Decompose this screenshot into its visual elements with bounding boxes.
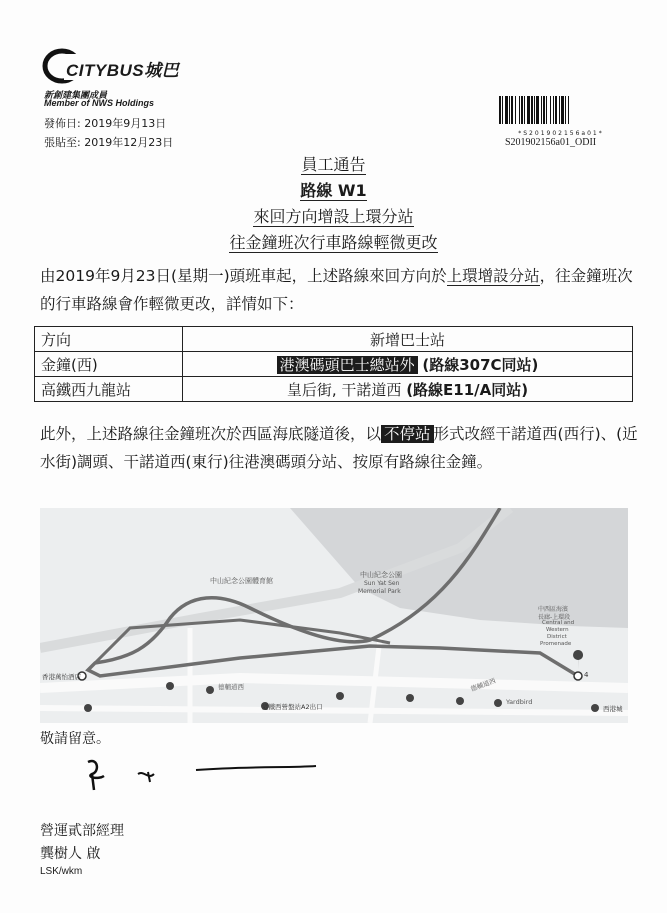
map-label-promenade-en1: Central and bbox=[542, 620, 575, 626]
barcode bbox=[497, 96, 625, 137]
map-label-xigang: 西港城 bbox=[603, 705, 623, 713]
row-direction: 金鐘(西) bbox=[35, 352, 183, 377]
barcode-bar bbox=[499, 96, 501, 124]
closing-regards: 敬請留意。 bbox=[40, 731, 110, 747]
issue-date: 發佈日: 2019年9月13日 bbox=[44, 117, 167, 130]
table-row bbox=[35, 377, 633, 402]
map-label-park-cn: 中山紀念公園 bbox=[360, 571, 402, 579]
signature-strokes bbox=[78, 752, 318, 792]
logo-wordmark: CITYBUS城巴 bbox=[66, 61, 180, 80]
barcode-bar bbox=[505, 96, 508, 124]
barcode-bar bbox=[534, 96, 535, 124]
map-label-sports: 中山紀念公園體育館 bbox=[210, 577, 273, 585]
barcode-bar bbox=[541, 96, 542, 124]
title-line-4: 往金鐘班次行車路線輕微更改 bbox=[229, 233, 438, 252]
map-label-street2: 德輔道西 bbox=[469, 676, 497, 694]
map-label-yardbird: Yardbird bbox=[506, 698, 533, 706]
table-row bbox=[35, 352, 633, 377]
barcode-bars bbox=[497, 96, 625, 126]
map-label-street1: 德輔道西 bbox=[218, 683, 244, 691]
barcode-bar bbox=[521, 96, 523, 124]
barcode-bar bbox=[568, 96, 569, 124]
barcode-bar bbox=[536, 96, 539, 124]
barcode-bar bbox=[559, 96, 560, 124]
barcode-bar bbox=[546, 96, 547, 124]
table-header-row bbox=[35, 327, 633, 352]
map-label-promenade-en4: Promenade bbox=[540, 641, 572, 647]
barcode-bar bbox=[531, 96, 533, 124]
citybus-logo bbox=[42, 44, 212, 94]
map-label-promenade-cn2: 長廊-上環段 bbox=[538, 614, 571, 621]
map-label-station: 港鐵西營盤站A2出口 bbox=[262, 703, 323, 711]
row-direction: 高鐵西九龍站 bbox=[35, 377, 183, 402]
member-cn: 新創建集團成員 bbox=[44, 90, 108, 100]
map-stop-number: 4 bbox=[584, 671, 589, 679]
barcode-bar bbox=[509, 96, 510, 124]
reference-code: LSK/wkm bbox=[40, 866, 83, 877]
member-en: Member of NWS Holdings bbox=[44, 98, 154, 108]
barcode-bar bbox=[553, 96, 554, 124]
barcode-bar bbox=[565, 96, 566, 124]
doc-code: S201902156a01_ODII bbox=[505, 137, 597, 148]
barcode-bar bbox=[527, 96, 530, 124]
barcode-text: *S201902156a01* bbox=[518, 130, 604, 137]
barcode-bar bbox=[550, 96, 551, 124]
table-header-direction: 方向 bbox=[35, 327, 183, 352]
title-line-3: 來回方向增設上環分站 bbox=[253, 207, 414, 226]
title-line-1: 員工通告 bbox=[301, 155, 366, 174]
intro-paragraph: 由2019年9月23日(星期一)頭班車起，上述路線來回方向於上環增設分站，往金鐘班次的行車路線會作輕微更改，詳情如下： bbox=[40, 267, 633, 313]
map-label-promenade-en3: District bbox=[547, 634, 567, 640]
barcode-bar bbox=[502, 96, 503, 124]
barcode-bar bbox=[511, 96, 513, 124]
no-stop-highlight: 不停站 bbox=[381, 425, 434, 443]
post-until-date: 張貼至: 2019年12月23日 bbox=[44, 136, 174, 149]
map-label-park-en2: Memorial Park bbox=[358, 588, 401, 595]
table-header-stop: 新增巴士站 bbox=[183, 327, 633, 352]
row-stop: 港澳碼頭巴士總站外 (路線307C同站) bbox=[183, 352, 633, 377]
detour-paragraph: 此外，上述路線往金鐘班次於西區海底隧道後，以 不停站 形式改經干諾道西(西行)、(近水街)調頭、干諾道西(東行)往港澳碼頭分站、按原有路線往金鐘。 bbox=[40, 425, 638, 471]
route-map bbox=[40, 508, 628, 723]
barcode-bar bbox=[519, 96, 520, 124]
barcode-bar bbox=[561, 96, 564, 124]
map-label-promenade-cn1: 中西區海濱 bbox=[538, 606, 569, 613]
barcode-bar bbox=[555, 96, 557, 124]
map-label-promenade-en2: Western bbox=[546, 627, 569, 633]
map-label-park-en1: Sun Yat Sen bbox=[364, 580, 400, 587]
signatory-title: 營運貳部經理 bbox=[40, 823, 124, 839]
barcode-bar bbox=[524, 96, 525, 124]
map-label-hotel: 香港萬怡酒店 bbox=[42, 673, 81, 681]
intro-underline: 上環增設分站 bbox=[446, 267, 540, 285]
barcode-bar bbox=[543, 96, 545, 124]
signatory-name: 龔樹人 啟 bbox=[40, 846, 101, 862]
new-stops-table bbox=[34, 326, 633, 402]
row-stop: 皇后街, 干諾道西 (路線E11/A同站) bbox=[183, 377, 633, 402]
title-line-2: 路線 W1 bbox=[300, 181, 367, 200]
handwritten-signature bbox=[78, 752, 318, 796]
barcode-bar bbox=[515, 96, 516, 124]
